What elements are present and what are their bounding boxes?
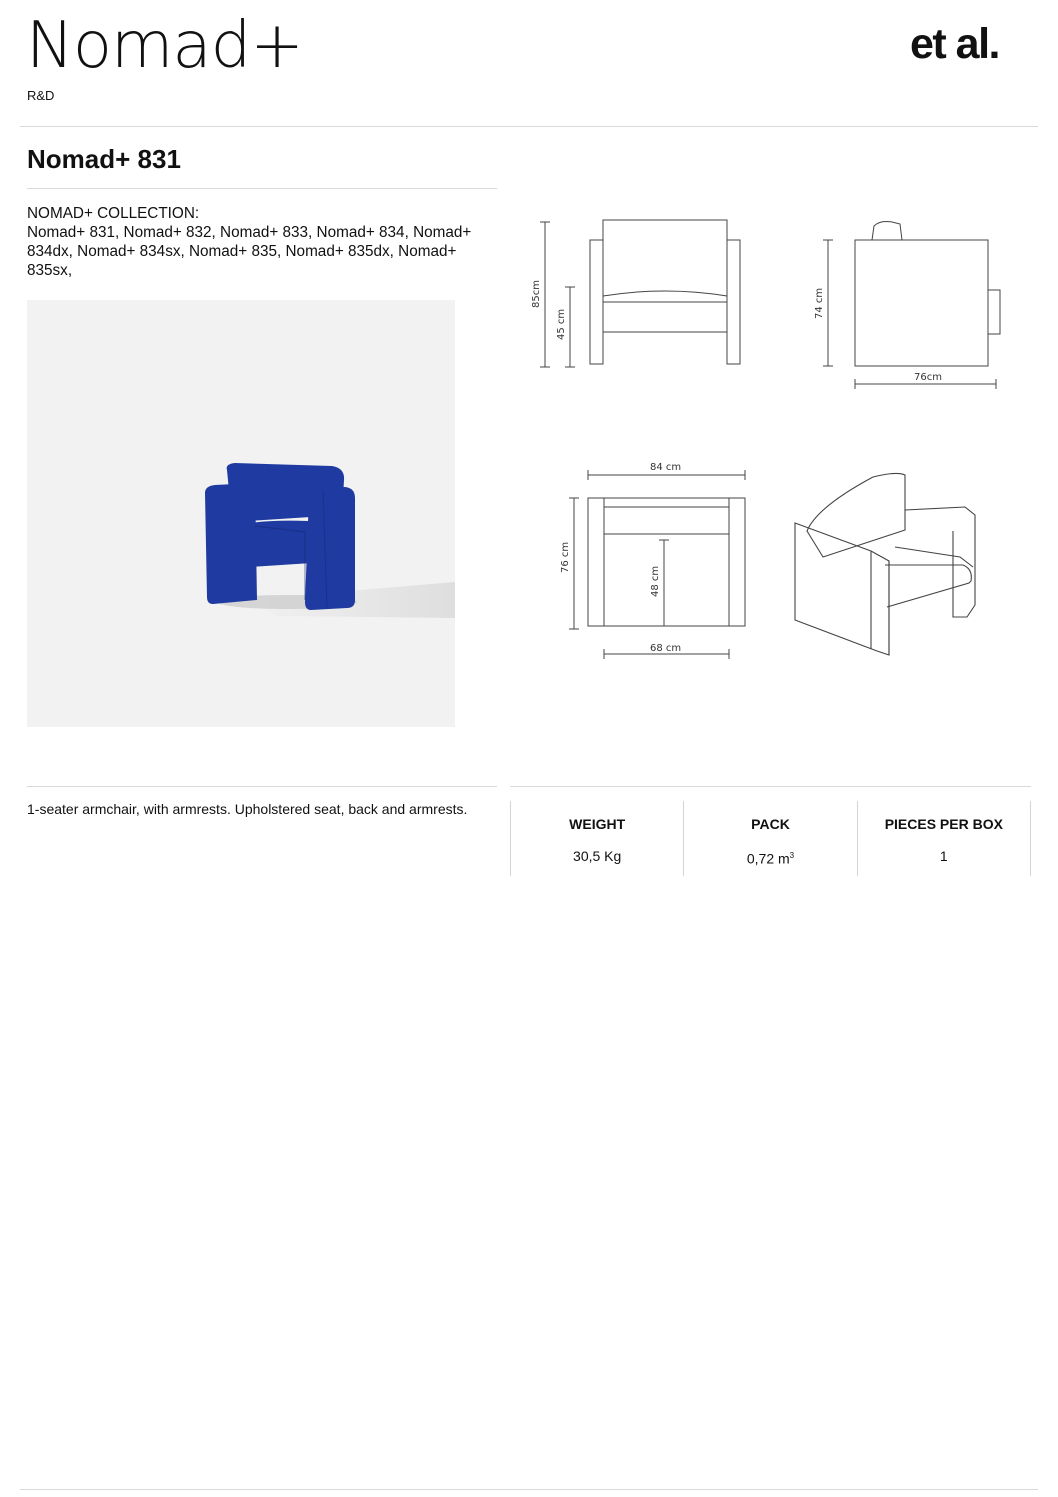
product-description: 1-seater armchair, with armrests. Upholstered seat, back and armrests. <box>27 801 468 817</box>
title-divider <box>27 188 497 189</box>
chair-right-arm <box>305 487 355 610</box>
product-photo <box>27 300 455 727</box>
collection-heading: NOMAD+ COLLECTION: <box>27 205 200 222</box>
spec-pack <box>683 801 856 876</box>
spec-label: PIECES PER BOX <box>884 816 1003 832</box>
product-title: Nomad+ 831 <box>27 144 181 174</box>
perspective-drawing <box>785 465 985 660</box>
brand-logo: et al. <box>910 20 999 68</box>
dim-side-height: 74 cm <box>814 287 825 319</box>
spec-value: 0,72 $m^3$ <box>746 850 795 867</box>
brand-subtitle: R&D <box>27 88 55 103</box>
header-divider <box>20 126 1038 127</box>
top-view-drawing <box>550 455 760 665</box>
collection-list <box>27 204 497 280</box>
spec-label: WEIGHT <box>569 816 626 832</box>
specs-divider <box>510 786 1031 787</box>
armchair-image <box>27 300 455 727</box>
specs-table <box>510 801 1031 876</box>
footer-divider <box>20 1489 1038 1490</box>
dim-side-depth: 76cm <box>914 372 942 383</box>
spec-label: PACK <box>751 816 790 832</box>
spec-value: 1 <box>939 848 948 864</box>
spec-pieces <box>857 801 1031 876</box>
unit-superscript: 3 <box>789 851 795 860</box>
dim-seat-width: 68 cm <box>650 643 682 654</box>
spec-value: 30,5 Kg <box>573 848 622 864</box>
dim-top-depth: 76 cm <box>560 541 571 573</box>
dim-top-width: 84 cm <box>650 462 682 473</box>
collection-items: Nomad+ 831, Nomad+ 832, Nomad+ 833, Nomad+ 834, Nomad+ 834dx, Nomad+ 834sx, Nomad+ 835, Nomad+ 835dx, Nomad+ 835sx, <box>27 224 472 279</box>
dim-seat-depth: 48 cm <box>650 565 661 597</box>
side-view-drawing <box>810 212 1015 392</box>
desc-divider <box>27 786 497 787</box>
dim-front-height: 85cm <box>531 280 542 308</box>
spec-weight <box>510 801 683 876</box>
brand-title: Nomad+ <box>26 9 303 83</box>
front-view-drawing <box>530 212 760 377</box>
dim-seat-height: 45 cm <box>556 308 567 340</box>
